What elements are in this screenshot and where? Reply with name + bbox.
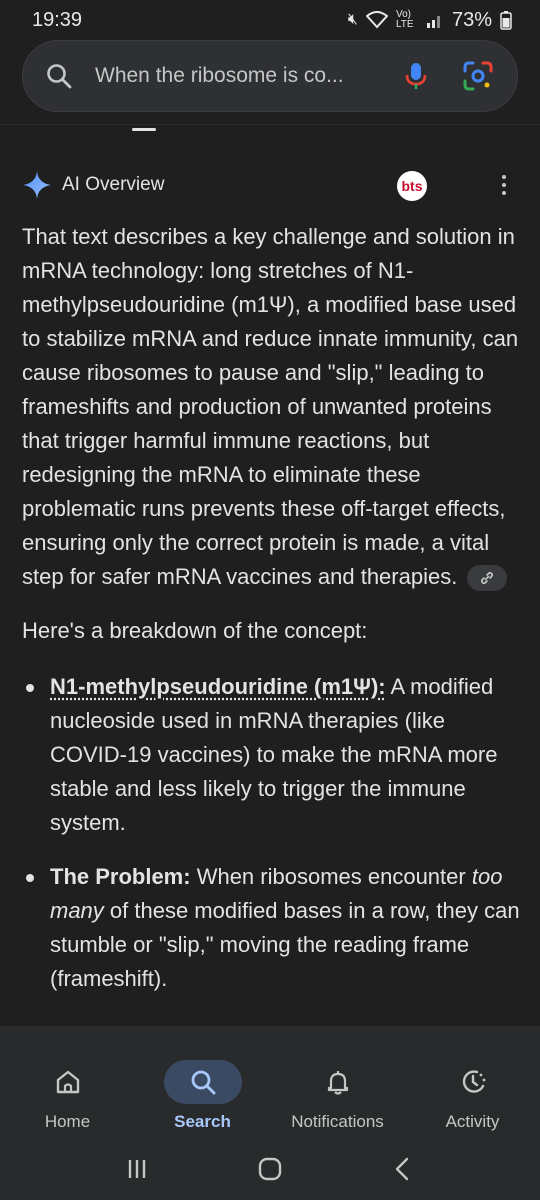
bottom-navigation — [0, 1026, 540, 1138]
battery-percent: 73% — [451, 8, 492, 31]
search-icon — [189, 1068, 217, 1096]
google-lens-icon[interactable] — [461, 59, 495, 93]
citation-link-button[interactable] — [467, 565, 507, 591]
home-button-icon[interactable] — [256, 1155, 284, 1183]
status-icons — [348, 9, 512, 32]
nav-label: Home — [44, 1112, 91, 1131]
nav-item-search[interactable] — [135, 1026, 270, 1132]
link-icon — [479, 570, 495, 586]
status-time: 19:39 — [32, 8, 83, 31]
ai-overview-header — [22, 165, 522, 205]
overview-paragraph-text: That text describes a key challenge and solution in mRNA technology: long stretches of N1-methylpseudouridine (m1Ψ), a modified base used to stabilize mRNA and reduce innate immunity, can cause ribosomes to pause and "slip," leading to frameshifts and production of unwanted proteins that trigger harmful immune reactions, but redesigning the mRNA to eliminate these problematic runs prevents these off-target effects, ensuring only the correct protein is made, a vital step for safer mRNA vaccines and therapies. — [22, 224, 519, 589]
bullet-text: of these modified bases in a row, they can stumble or "slip," moving the reading frame (frameshift). — [50, 898, 520, 991]
more-options-icon[interactable] — [494, 169, 514, 201]
bullet-text: When ribosomes encounter — [190, 864, 472, 889]
network-label: Vo) LTE — [395, 9, 414, 30]
header-divider — [0, 124, 540, 125]
nav-item-home[interactable] — [0, 1026, 135, 1132]
activity-icon — [459, 1068, 487, 1096]
wifi-icon — [366, 11, 388, 29]
list-item — [22, 860, 522, 996]
home-icon — [54, 1068, 82, 1096]
microphone-icon[interactable] — [401, 61, 431, 91]
back-icon[interactable] — [389, 1155, 417, 1183]
overview-paragraph — [22, 220, 522, 594]
ai-overview-content — [22, 220, 522, 1016]
bullet-emphasis: too many — [50, 864, 503, 923]
bullet-text: A modified nucleoside used in mRNA therapies (like COVID-19 vaccines) to make the mRNA more stable and less likely to trigger the immune system. — [50, 674, 498, 835]
battery-icon — [500, 10, 512, 30]
nav-label: Activity — [445, 1112, 500, 1131]
source-logo[interactable]: bts — [397, 171, 427, 201]
search-bar[interactable] — [22, 40, 518, 112]
nav-label: Search — [174, 1112, 231, 1131]
recent-apps-icon[interactable] — [123, 1155, 151, 1183]
mute-icon: 🔇︎ — [347, 11, 358, 28]
term-link[interactable]: N1-methylpseudouridine (m1Ψ): — [50, 674, 386, 699]
signal-icon — [426, 11, 444, 29]
concept-list — [22, 670, 522, 996]
breakdown-intro: Here's a breakdown of the concept: — [22, 618, 368, 643]
search-icon — [45, 62, 73, 90]
nav-item-notifications[interactable] — [270, 1026, 405, 1132]
gemini-spark-icon — [22, 170, 52, 200]
list-item — [22, 670, 522, 840]
tab-indicator — [132, 128, 156, 131]
nav-item-activity[interactable] — [405, 1026, 540, 1132]
bell-icon — [324, 1068, 352, 1096]
ai-overview-title: AI Overview — [62, 174, 165, 195]
status-bar — [0, 0, 540, 40]
system-navigation-bar — [0, 1138, 540, 1200]
nav-label: Notifications — [291, 1112, 384, 1131]
search-input[interactable]: When the ribosome is co... — [95, 64, 344, 87]
bullet-heading: The Problem: — [50, 864, 191, 889]
